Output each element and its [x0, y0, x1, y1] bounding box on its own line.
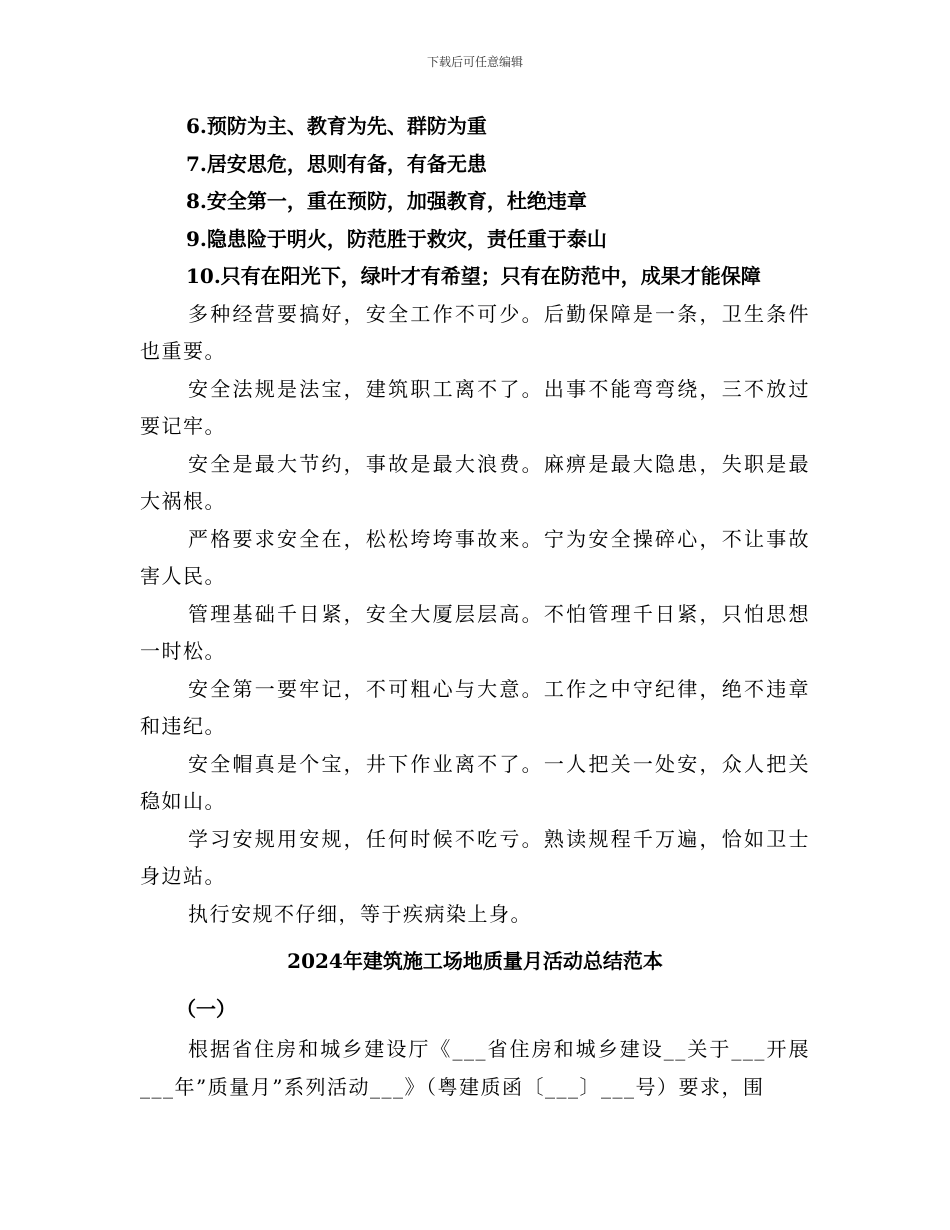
slogan-paragraph: 安全帽真是个宝，井下作业离不了。一人把关一处安，众人把关稳如山。	[140, 751, 810, 813]
slogan-paragraph: 管理基础千日紧，安全大厦层层高。不怕管理千日紧，只怕思想一时松。	[140, 601, 810, 663]
slogan-paragraph: 执行安规不仔细，等于疾病染上身。	[188, 901, 532, 926]
slogan-paragraph: 安全第一要牢记，不可粗心与大意。工作之中守纪律，绝不违章和违纪。	[140, 676, 810, 738]
slogan-paragraph: 安全是最大节约，事故是最大浪费。麻痹是最大隐患，失职是最大祸根。	[140, 451, 810, 513]
slogan-item: 9.隐患险于明火，防范胜于救灾，责任重于泰山	[186, 226, 607, 251]
slogan-paragraph: 安全法规是法宝，建筑职工离不了。出事不能弯弯绕，三不放过要记牢。	[140, 376, 810, 438]
slogan-item: 6.预防为主、教育为先、群防为重	[186, 114, 487, 138]
section-subhead: （一）	[176, 996, 236, 1021]
section-title: 2024年建筑施工场地质量月活动总结范本	[287, 949, 663, 973]
slogan-item: 10.只有在阳光下，绿叶才有希望；只有在防范中，成果才能保障	[186, 264, 761, 288]
slogan-item: 8.安全第一，重在预防，加强教育，杜绝违章	[186, 189, 587, 213]
page-header: 下载后可任意编辑	[426, 55, 523, 69]
document-body	[140, 108, 810, 1106]
slogan-paragraph: 严格要求安全在，松松垮垮事故来。宁为安全操碎心，不让事故害人民。	[140, 526, 810, 588]
slogan-item: 7.居安思危，思则有备，有备无患	[186, 151, 487, 176]
section-body-paragraph: 根据省住房和城乡建设厅《___省住房和城乡建设__关于___开展___年”质量月”系列活动___》（粤建质函〔___〕___号）要求，围	[140, 1037, 810, 1099]
slogan-paragraph: 学习安规用安规，任何时候不吃亏。熟读规程千万遍，恰如卫士身边站。	[140, 826, 810, 888]
slogan-paragraph: 多种经营要搞好，安全工作不可少。后勤保障是一条，卫生条件也重要。	[140, 301, 810, 363]
